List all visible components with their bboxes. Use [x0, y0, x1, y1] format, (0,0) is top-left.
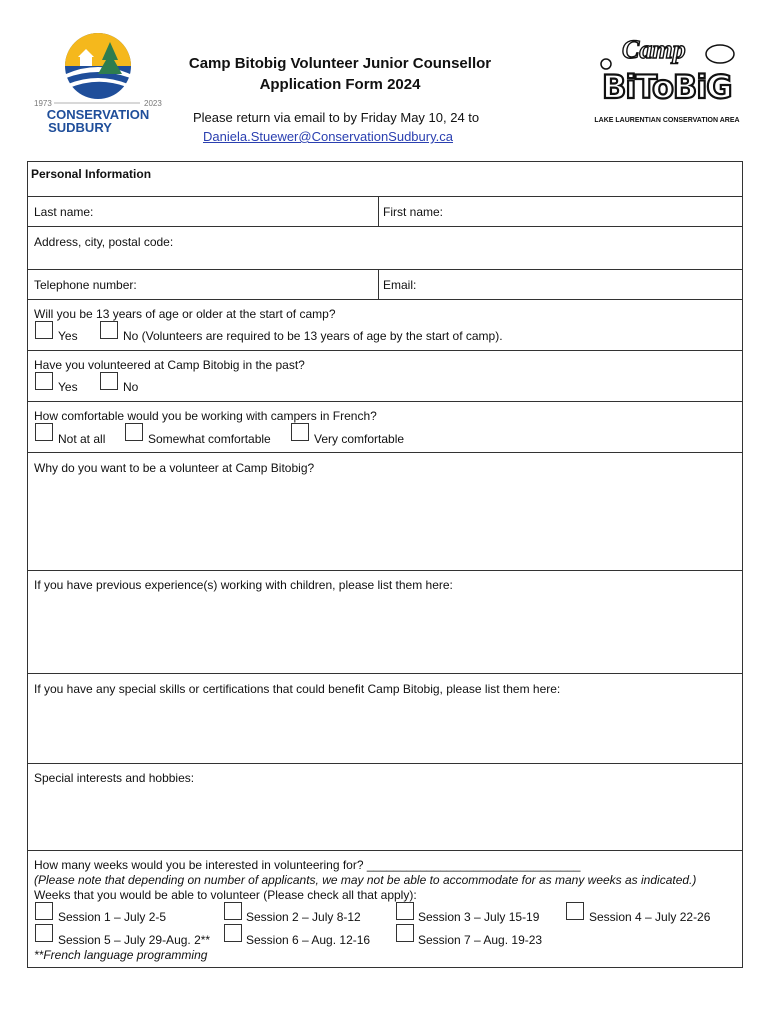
session-7-label: Session 7 – Aug. 19-23: [418, 933, 543, 947]
session-4-checkbox[interactable]: [566, 902, 584, 920]
session-1-label: Session 1 – July 2-5: [58, 910, 167, 924]
divider: [28, 763, 742, 764]
session-3-checkbox[interactable]: [396, 902, 414, 920]
age-no-checkbox[interactable]: [100, 321, 118, 339]
age-yes-label: Yes: [58, 329, 78, 343]
skills-question: If you have any special skills or certifications that could benefit Camp Bitobig, please list them here:: [34, 682, 561, 696]
divider: [378, 269, 379, 299]
email-link[interactable]: Daniela.Stuewer@ConservationSudbury.ca: [203, 129, 453, 144]
session-2-checkbox[interactable]: [224, 902, 242, 920]
weeks-question: How many weeks would you be interested in volunteering for? ________________________________: [34, 858, 581, 872]
section-title: Personal Information: [31, 167, 152, 181]
divider: [28, 570, 742, 571]
age-yes-checkbox[interactable]: [35, 321, 53, 339]
why-question: Why do you want to be a volunteer at Camp Bitobig?: [34, 461, 315, 475]
divider: [28, 269, 742, 270]
session-2-label: Session 2 – July 8-12: [246, 910, 361, 924]
first-name-label: First name:: [383, 205, 444, 219]
telephone-label: Telephone number:: [34, 278, 137, 292]
title-line-2: Application Form 2024: [259, 76, 421, 93]
session-5-checkbox[interactable]: [35, 924, 53, 942]
session-6-checkbox[interactable]: [224, 924, 242, 942]
title-line-1: Camp Bitobig Volunteer Junior Counsellor: [188, 55, 492, 72]
divider: [378, 196, 379, 226]
age-question: Will you be 13 years of age or older at the start of camp?: [34, 307, 336, 321]
divider: [28, 350, 742, 351]
logo-bitobig-text: BiToBiG: [602, 68, 732, 106]
session-1-checkbox[interactable]: [35, 902, 53, 920]
french-somewhat-checkbox[interactable]: [125, 423, 143, 441]
volunteered-no-label: No: [123, 380, 139, 394]
form-title: [160, 53, 520, 95]
interests-question: Special interests and hobbies:: [34, 771, 195, 785]
logo-year-right: 2023: [144, 99, 162, 108]
logo-camp-text: Camp: [622, 35, 686, 64]
french-not-at-all-checkbox[interactable]: [35, 423, 53, 441]
logo-year-left: 1973: [34, 99, 52, 108]
divider: [28, 850, 742, 851]
french-not-at-all-label: Not at all: [58, 432, 106, 446]
email-label: Email:: [383, 278, 417, 292]
divider: [28, 401, 742, 402]
session-3-label: Session 3 – July 15-19: [418, 910, 540, 924]
logo-name2: SUDBURY: [48, 120, 112, 135]
session-5-label: Session 5 – July 29-Aug. 2**: [58, 933, 211, 947]
last-name-label: Last name:: [34, 205, 94, 219]
volunteered-yes-label: Yes: [58, 380, 78, 394]
camp-bitobig-logo: [592, 34, 742, 126]
volunteered-yes-checkbox[interactable]: [35, 372, 53, 390]
volunteered-question: Have you volunteered at Camp Bitobig in the past?: [34, 358, 305, 372]
french-somewhat-label: Somewhat comfortable: [148, 432, 271, 446]
address-label: Address, city, postal code:: [34, 235, 174, 249]
conservation-sudbury-logo: [32, 30, 167, 135]
session-7-checkbox[interactable]: [396, 924, 414, 942]
weeks-note: (Please note that depending on number of applicants, we may not be able to accommodate for as many weeks as indicated.): [34, 873, 697, 887]
return-instructions: Please return via email to by Friday May 10, 24 to: [193, 110, 480, 125]
application-form: [27, 161, 743, 968]
french-very-label: Very comfortable: [314, 432, 405, 446]
session-4-label: Session 4 – July 22-26: [589, 910, 711, 924]
french-question: How comfortable would you be working with campers in French?: [34, 409, 377, 423]
camp-bitobig-emblem-icon: [592, 34, 742, 126]
session-6-label: Session 6 – Aug. 12-16: [246, 933, 371, 947]
conservation-sudbury-emblem-icon: [32, 30, 167, 135]
age-no-label: No (Volunteers are required to be 13 years of age by the start of camp).: [123, 329, 503, 343]
french-very-checkbox[interactable]: [291, 423, 309, 441]
divider: [28, 196, 742, 197]
divider: [28, 673, 742, 674]
turtle-icon: [706, 45, 734, 63]
divider: [28, 452, 742, 453]
logo-name: CONSERVATION: [46, 107, 150, 122]
weeks-instruction: Weeks that you would be able to volunteer (Please check all that apply):: [34, 888, 417, 902]
volunteered-no-checkbox[interactable]: [100, 372, 118, 390]
experience-question: If you have previous experience(s) working with children, please list them here:: [34, 578, 453, 592]
logo-area-text: LAKE LAURENTIAN CONSERVATION AREA: [594, 117, 740, 124]
divider: [28, 226, 742, 227]
divider: [28, 299, 742, 300]
french-programming-note: **French language programming: [34, 948, 208, 962]
